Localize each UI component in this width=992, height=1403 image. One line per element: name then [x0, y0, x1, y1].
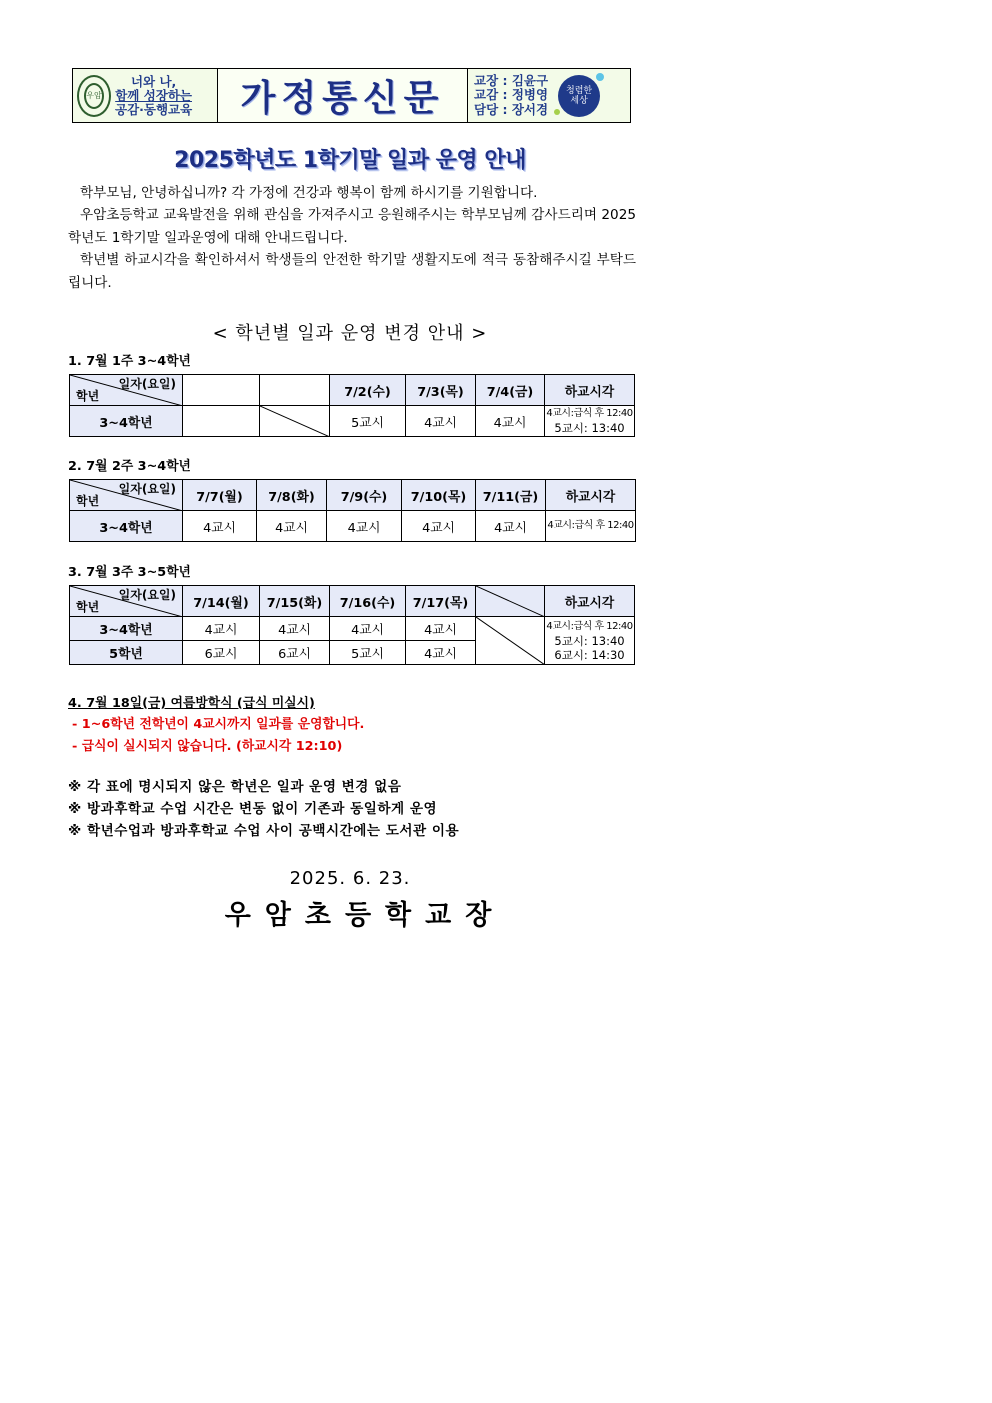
table-header-corner [70, 586, 183, 617]
dismissal-cell [545, 617, 635, 665]
date-cell: 7/17(목) [406, 586, 476, 617]
seal-text: 우암 [84, 83, 104, 109]
date-cell: 7/15(화) [260, 586, 330, 617]
date-cell: 7/3(목) [406, 375, 476, 406]
newsletter-title: 가정통신문 [240, 77, 445, 119]
date-cell-empty [476, 586, 545, 617]
slogan [115, 75, 192, 117]
notice-line-2: - 급식이 실시되지 않습니다. (하교시각 12:10) [72, 739, 343, 754]
in-charge: 담당 : 장서경 [474, 101, 549, 117]
period-cell: 4교시 [476, 406, 545, 437]
slogan-line-2: 함께 성장하는 [115, 87, 192, 103]
dismissal-line: 4교시:급식 후 12:40 [546, 408, 633, 419]
dismissal-cell [546, 511, 636, 542]
date-cell: 7/8(화) [257, 480, 327, 511]
slogan-line-3: 공감·동행교육 [115, 101, 193, 117]
date-cell [183, 375, 260, 406]
section-2-heading: 2. 7월 2주 3~4학년 [68, 459, 191, 474]
paragraph-3: 학년별 하교시각을 확인하셔서 학생들의 안전한 학기말 생활지도에 적극 동참해주시길 부탁드립니다. [68, 252, 636, 291]
date-cell: 7/11(금) [476, 480, 546, 511]
principal: 교장 : 김윤구 [474, 72, 549, 88]
date-cell: 7/4(금) [476, 375, 545, 406]
schedule-table-3 [69, 585, 635, 665]
grade-cell: 3~4학년 [70, 617, 183, 641]
note-3: ※ 학년수업과 방과후학교 수업 사이 공백시간에는 도서관 이용 [68, 823, 460, 839]
diagonal-line-icon [476, 586, 545, 617]
period-cell: 4교시 [402, 511, 476, 542]
period-cell: 4교시 [406, 641, 476, 665]
paragraph-1: 학부모님, 안녕하십니까? 각 가정에 건강과 행복이 함께 하시기를 기원합니다. [80, 185, 538, 201]
grade-label: 학년 [76, 494, 100, 508]
period-cell: 4교시 [327, 511, 402, 542]
section-1-heading: 1. 7월 1주 3~4학년 [68, 354, 191, 369]
banner-left [73, 69, 218, 122]
period-cell: 4교시 [330, 617, 406, 641]
issue-date: 2025. 6. 23. [289, 868, 411, 889]
period-cell: 4교시 [406, 617, 476, 641]
signature: 우암초등학교장 [224, 900, 506, 931]
diagonal-line-icon [476, 617, 545, 665]
notice-heading: 4. 7월 18일(금) 여름방학식 (급식 미실시) [68, 696, 315, 711]
period-cell [183, 406, 260, 437]
date-cell: 7/7(월) [183, 480, 257, 511]
dismissal-line: 5교시: 13:40 [554, 633, 625, 648]
dismissal-cell [545, 406, 635, 437]
dismissal-line: 4교시:급식 후 12:40 [547, 520, 634, 531]
schedule-subtitle: < 학년별 일과 운영 변경 안내 > [212, 323, 488, 344]
period-cell: 4교시 [257, 511, 327, 542]
banner-right [468, 69, 630, 122]
schedule-table-1 [69, 374, 635, 437]
period-cell-empty [260, 406, 330, 437]
table-header-corner [70, 480, 183, 511]
date-cell: 7/10(목) [402, 480, 476, 511]
note-2: ※ 방과후학교 수업 시간은 변동 없이 기존과 동일하게 운영 [68, 801, 438, 817]
school-seal-icon [77, 75, 111, 117]
notice-line-1: - 1~6학년 전학년이 4교시까지 일과를 운영합니다. [72, 717, 365, 732]
date-cell: 7/2(수) [330, 375, 406, 406]
dismissal-header: 하교시각 [545, 375, 635, 406]
staff-list [474, 74, 548, 118]
date-cell: 7/16(수) [330, 586, 406, 617]
date-cell: 7/9(수) [327, 480, 402, 511]
slogan-line-1: 너와 나, [130, 73, 177, 89]
period-cell: 5교시 [330, 641, 406, 665]
page-title: 2025학년도 1학기말 일과 운영 안내 [174, 148, 526, 173]
period-cell: 6교시 [183, 641, 260, 665]
dismissal-header: 하교시각 [545, 586, 635, 617]
table-header-corner [70, 375, 183, 406]
grade-cell: 5학년 [70, 641, 183, 665]
period-cell: 6교시 [260, 641, 330, 665]
note-1: ※ 각 표에 명시되지 않은 학년은 일과 운영 변경 없음 [68, 779, 402, 795]
date-label: 일자(요일) [118, 588, 176, 602]
grade-cell: 3~4학년 [70, 511, 183, 542]
banner-title-box [218, 69, 468, 122]
paragraph-2: 우암초등학교 교육발전을 위해 관심을 가져주시고 응원해주시는 학부모님께 감사드리며 2025학년도 1학기말 일과운영에 대해 안내드립니다. [68, 207, 636, 246]
date-label: 일자(요일) [118, 482, 176, 496]
dismissal-header: 하교시각 [546, 480, 636, 511]
period-cell: 5교시 [330, 406, 406, 437]
dismissal-line: 4교시:급식 후 12:40 [546, 620, 633, 632]
grade-cell: 3~4학년 [70, 406, 183, 437]
section-3-heading: 3. 7월 3주 3~5학년 [68, 565, 191, 580]
grade-label: 학년 [76, 600, 100, 614]
logo-text: 청렴한 세상 [566, 85, 593, 106]
period-cell: 4교시 [260, 617, 330, 641]
dismissal-line: 6교시: 14:30 [554, 647, 625, 662]
vice-principal: 교감 : 정병영 [474, 87, 549, 103]
period-cell: 4교시 [406, 406, 476, 437]
period-cell-empty [476, 617, 545, 665]
date-cell: 7/14(월) [183, 586, 260, 617]
period-cell: 4교시 [183, 617, 260, 641]
schedule-table-2 [69, 479, 636, 542]
date-cell [260, 375, 330, 406]
grade-label: 학년 [76, 389, 100, 403]
diagonal-line-icon [260, 406, 330, 437]
integrity-logo-icon [558, 75, 600, 117]
newsletter-banner [72, 68, 631, 123]
dismissal-line: 5교시: 13:40 [554, 421, 625, 435]
date-label: 일자(요일) [118, 377, 176, 391]
period-cell: 4교시 [476, 511, 546, 542]
period-cell: 4교시 [183, 511, 257, 542]
